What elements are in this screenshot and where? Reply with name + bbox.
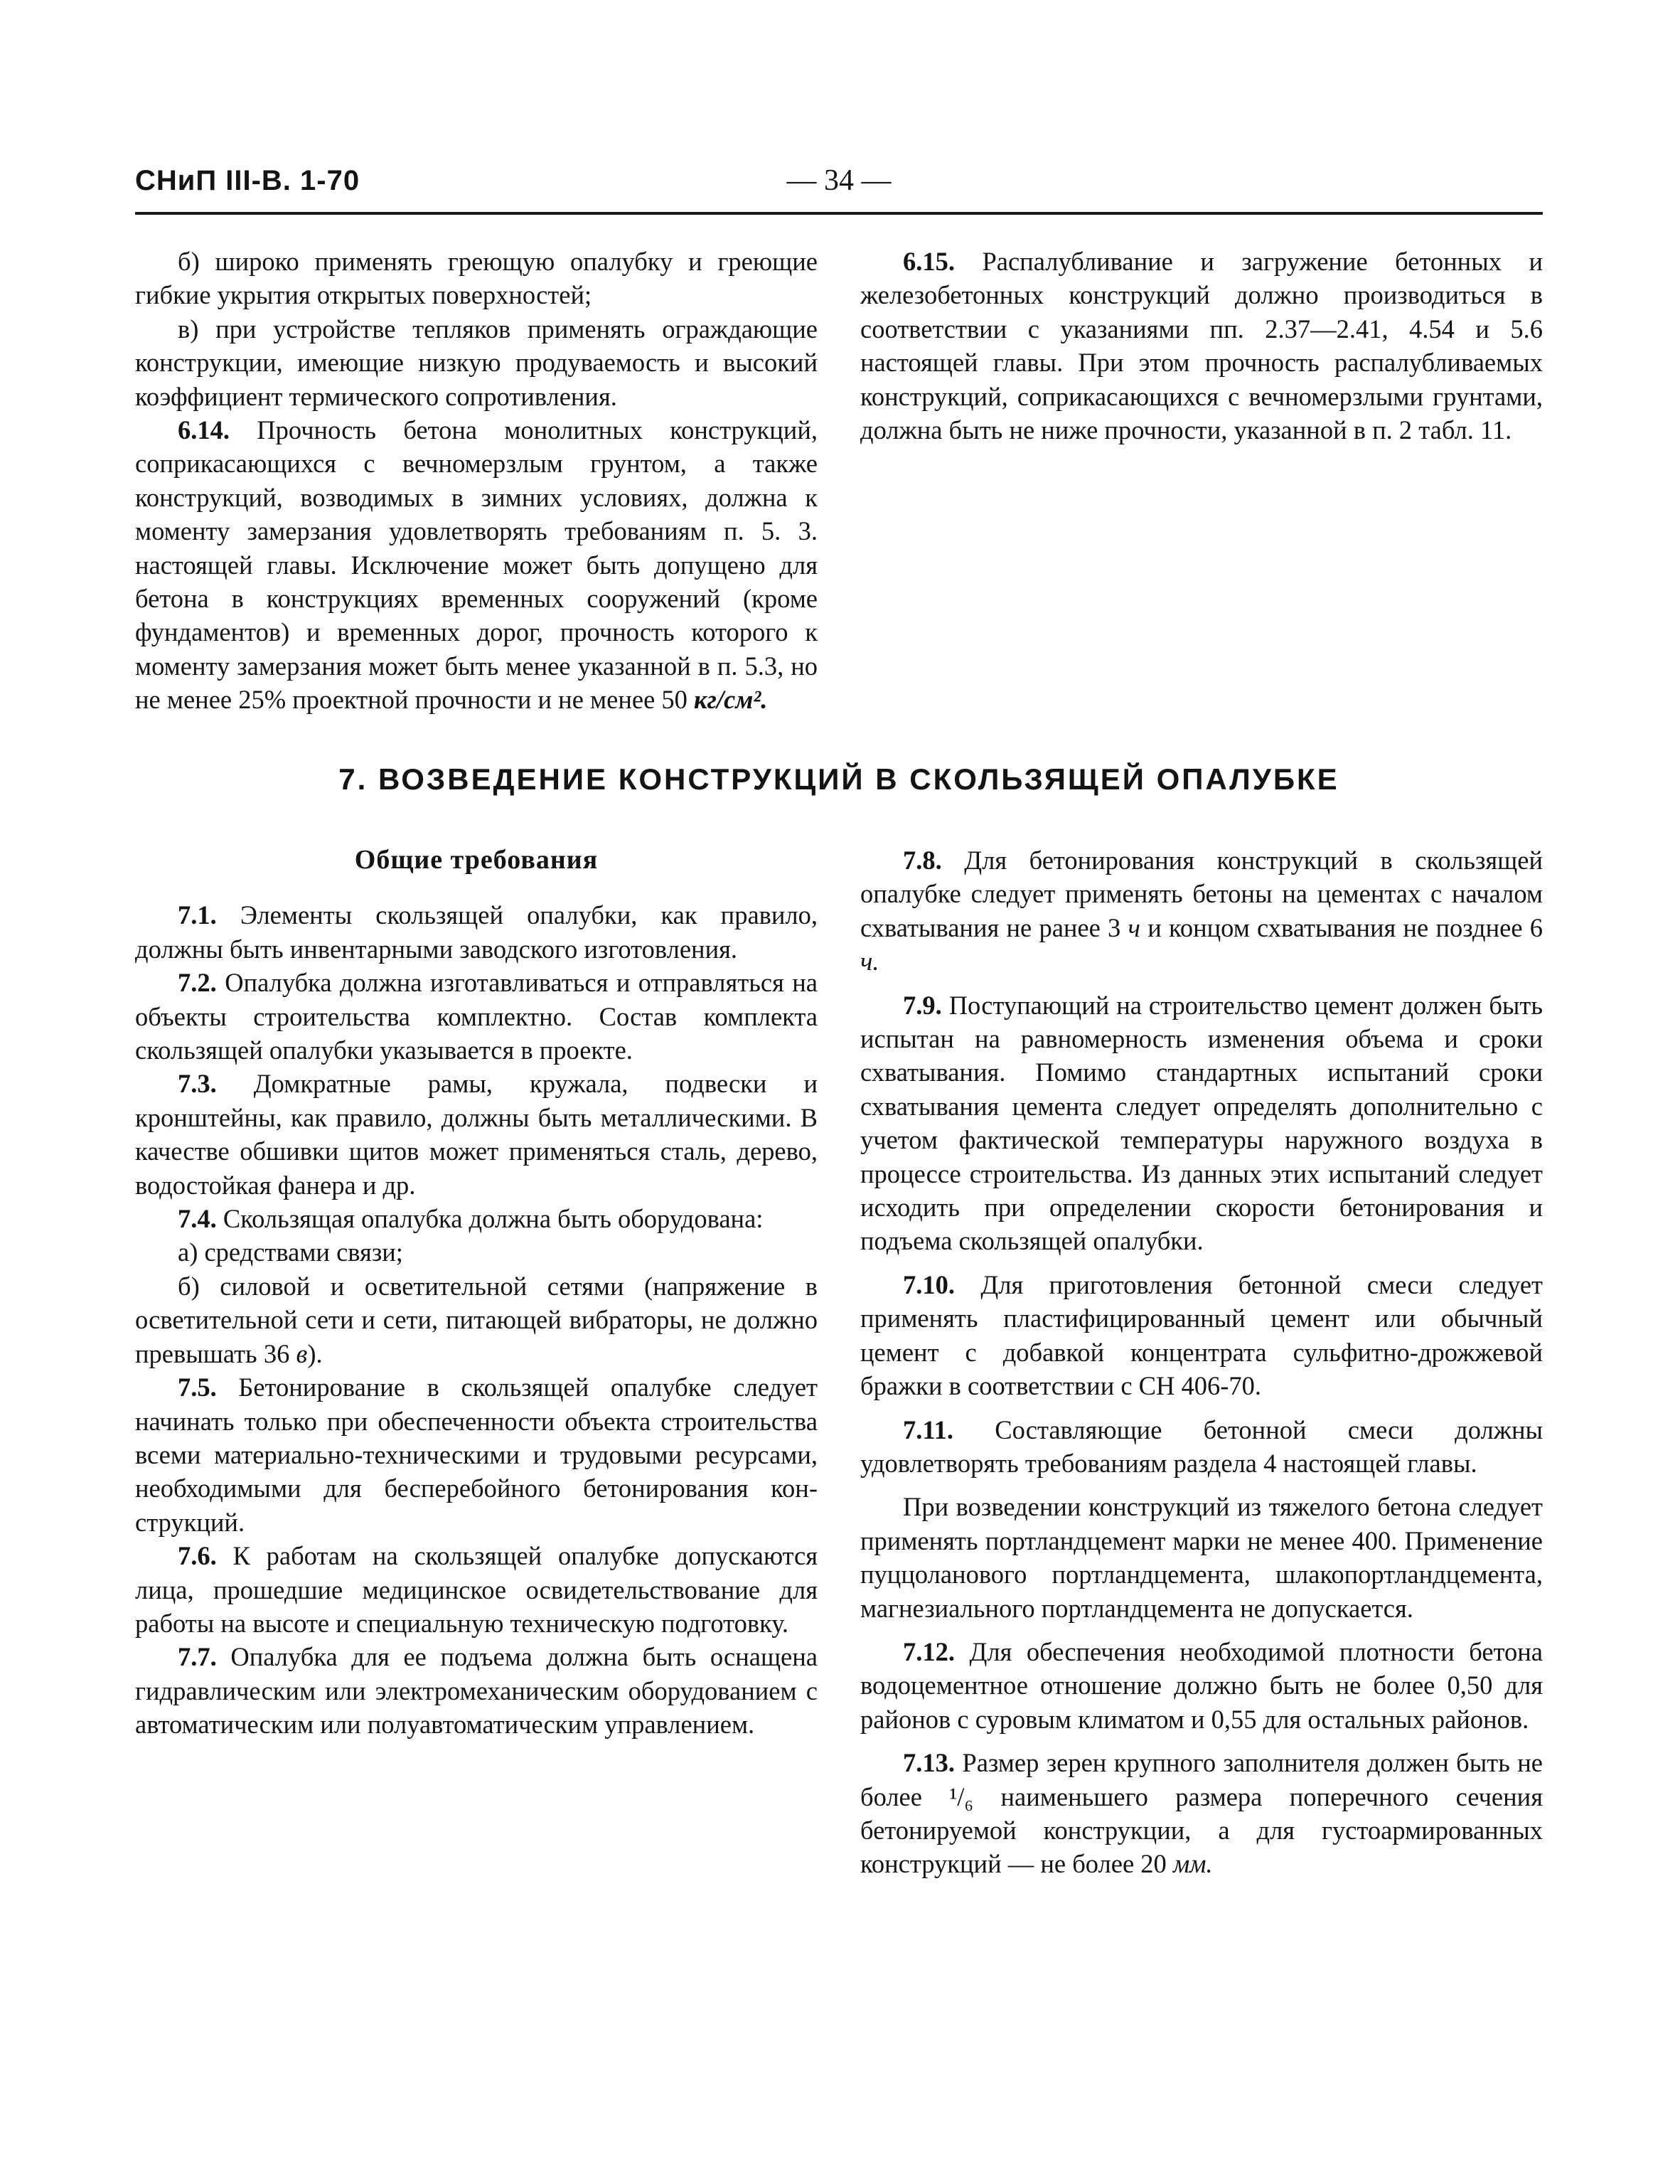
paragraph-7-7	[135, 1640, 818, 1741]
clause-text: Для приготовления бетонной смеси следует применять пластифицированный цемент или обычный цемент с добавкой концентрата сульфитно-дрожжевой бражки в соответствии с СН 406-70.	[860, 1269, 1543, 1401]
paragraph-7-8	[860, 843, 1543, 979]
list-tail: ).	[307, 1338, 323, 1368]
list-item	[135, 1269, 818, 1370]
list-item: а) средствами связи;	[178, 1237, 403, 1267]
top-left-column	[135, 245, 818, 717]
clause-number: 7.11.	[903, 1415, 953, 1444]
paragraph-7-3	[135, 1067, 818, 1202]
clause-text: Для бетонирования конструкций в скользящей опалубке следует применять бетоны на цементах с началом схватывания не ранее 3	[860, 846, 1543, 942]
clause-number: 7.9.	[903, 990, 942, 1020]
unit: мм.	[1172, 1849, 1213, 1879]
paragraph-7-12	[860, 1635, 1543, 1736]
clause-text: Опалубка для ее подъема должна быть оснащена гидравлическим или электромеханическим оборудованием с автоматическим или полуавтоматическим управлением.	[135, 1642, 818, 1740]
paragraph-7-2	[135, 966, 818, 1067]
page-number: — 34 —	[786, 164, 892, 197]
clause-text: и концом схватывания не позднее 6	[1147, 912, 1543, 942]
paragraph-6-15	[860, 245, 1543, 447]
paragraph-7-6	[135, 1539, 818, 1640]
clause-number: 6.15.	[903, 247, 955, 276]
paragraph-7-10	[860, 1268, 1543, 1403]
clause-number: 7.1.	[178, 900, 217, 930]
subsection-title: Общие требования	[354, 845, 599, 875]
clause-text: Для обеспечения необходимой плотности бетона водоцементное отношение должно быть не более 0,50 для районов с суровым климатом и 0,55 для остальных районов.	[860, 1636, 1543, 1734]
page-header	[135, 158, 1543, 215]
paragraph-7-11	[860, 1413, 1543, 1481]
clause-number: 7.4.	[178, 1204, 217, 1234]
paragraph-7-9	[860, 989, 1543, 1258]
clause-text: Элементы скользящей опалубки, как правило, должны быть инвентарными заводского изготовления.	[135, 900, 818, 964]
clause-number: 7.3.	[178, 1069, 217, 1099]
clause-text: Опалубка должна изготавливаться и отправляться на объекты строительства комплектно. Состав комплекта скользящей опалубки указывается в проекте.	[135, 968, 818, 1065]
bottom-right-column	[860, 843, 1543, 1881]
top-right-column	[860, 245, 1543, 447]
clause-text: Скользящая опалубка должна быть оборудована:	[223, 1204, 764, 1234]
clause-text: Распалубливание и загружение бетонных и железобетонных конструкций должно производиться в соответствии с указаниями пп. 2.37—2.41, 4.54 и 5.6 настоящей главы. При этом прочность распалубливаемых конструкций, соприкасающихся с вечномерзлыми грунтами, должна быть не ниже прочности, указанной в п. 2 табл. 11.	[860, 247, 1543, 445]
clause-number: 7.12.	[903, 1636, 955, 1666]
paragraph: б) широко применять греющую опалубку и греющие гибкие укрытия открытых поверхностей;	[135, 247, 818, 310]
clause-number: 7.2.	[178, 968, 217, 998]
paragraph: в) при устройстве тепляков применять ограждающие конструкции, имеющие низкую продуваемость и высокий коэффициент термического сопротивления.	[135, 314, 818, 411]
clause-number: 7.6.	[178, 1541, 217, 1571]
bottom-left-column	[135, 843, 818, 1742]
unit: ч.	[860, 947, 879, 976]
clause-text: Бетонирование в скользящей опалубке следует начинать только при обеспеченности объекта строительства всеми материально-техническими и трудовыми ресурсами, необходимыми для бесперебойного бетонирования конструкций.	[135, 1373, 818, 1537]
clause-number: 7.13.	[903, 1748, 955, 1778]
clause-number: 7.5.	[178, 1373, 217, 1402]
unit: кг/см².	[694, 685, 768, 715]
clause-number: 7.7.	[178, 1642, 217, 1672]
clause-number: 6.14.	[178, 415, 230, 445]
clause-text: Составляющие бетонной смеси должны удовлетворять требованиям раздела 4 настоящей главы.	[860, 1415, 1543, 1478]
paragraph-7-1	[135, 898, 818, 966]
clause-number: 7.8.	[903, 846, 942, 875]
unit: ч	[1128, 912, 1140, 942]
clause-text: Поступающий на строительство цемент должен быть испытан на равномерность изменения объема и сроки схватывания. Помимо стандартных испытаний сроки схватывания цемента следует определять дополнительно с учетом фактической температуры наружного воздуха в процессе строительства. Из данных этих испытаний следует исходить при определении скорости бетонирования и подъема скользящей опалубки.	[860, 990, 1543, 1256]
clause-number: 7.10.	[903, 1269, 955, 1299]
paragraph-6-14	[135, 413, 818, 717]
document-code: СНиП III-В. 1-70	[135, 165, 360, 196]
clause-text: Прочность бетона монолитных конструкций, соприкасающихся с вечномерзлым грунтом, а также конструкций, возводимых в зимних условиях, должна к моменту замерзания удовлетворять требованиям п. 5. 3. настоящей главы. Исключение может быть допущено для бетона в конструкциях временных сооружений (кроме фундаментов) и временных дорог, прочность которого к моменту замерзания может быть менее указанной в п. 5.3, но не менее 25% проектной прочности и не менее 50	[135, 415, 818, 715]
paragraph-7-5	[135, 1370, 818, 1539]
clause-text: Домкратные рамы, кружала, подвески и кронштейны, как правило, должны быть металлическими. В качестве обшивки щитов может применяться сталь, дерево, водостойкая фанера и др.	[135, 1069, 818, 1200]
clause-text: К работам на скользящей опалубке допускаются лица, прошедшие медицинское освидетельствование для работы на высоте и специальную техническую подготовку.	[135, 1541, 818, 1638]
paragraph-7-4	[135, 1202, 818, 1235]
paragraph-cement: При возведении конструкций из тяжелого бетона следует применять портландцемент марки не менее 400. Применение пуццоланового портландцемента, шлакопортландцемента, магнезиального портландцемента не допускается.	[860, 1492, 1543, 1623]
clause-text: Размер зерен крупного заполнителя должен быть не более ¹/₆ наименьшего размера поперечного сечения бетонируемой конструкции, а для густоармированных конструкций — не более 20	[860, 1748, 1543, 1879]
unit: в	[296, 1338, 308, 1368]
list-text: б) силовой и осветительной сетями (напряжение в осветительной сети и сети, питающей вибраторы, не должно превышать 36	[135, 1271, 818, 1368]
section-title: 7. ВОЗВЕДЕНИЕ КОНСТРУКЦИЙ В СКОЛЬЗЯЩЕЙ ОПАЛУБКЕ	[338, 762, 1339, 796]
paragraph-7-13	[860, 1746, 1543, 1881]
